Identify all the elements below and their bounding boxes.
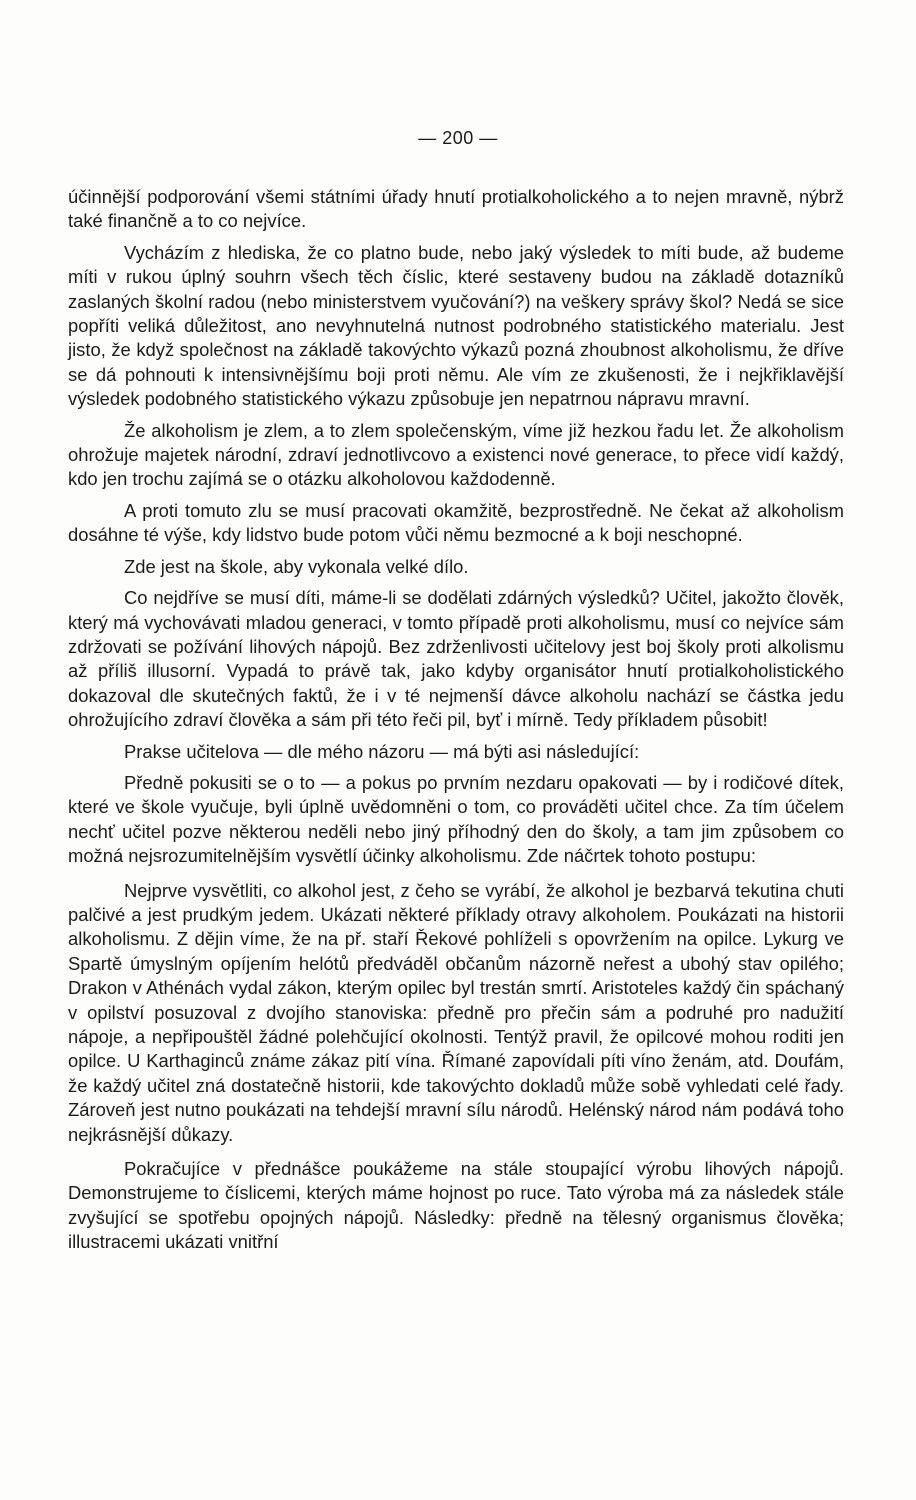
text-body	[68, 185, 844, 1262]
paragraph: Co nejdříve se musí díti, máme-li se dodělati zdárných výsledků? Učitel, jakožto člověk, který má vychovávati mladou generaci, v tomto případě proti alkoholismu, musí co nejvíce sám zdržovati se požívání lihových nápojů. Bez zdrženlivosti učitelovy jest boj školy proti alkolismu až příliš illusorní. Vypadá to právě tak, jako kdyby organisátor hnutí protialkoholistického dokazoval dle skutečných faktů, že i v té nejmenší dávce alkoholu nachází se částka jedu ohrožujícího zdraví člověka a sám při této řeči pil, byť i mírně. Tedy příkladem působit!	[68, 587, 844, 731]
paragraph: Prakse učitelova — dle mého názoru — má býti asi následující:	[124, 740, 640, 762]
paragraph: Pokračujíce v přednášce poukážeme na stále stoupající výrobu lihových nápojů. Demonstrujeme to číslicemi, kterých máme hojnost po ruce. Tato výroba má za následek stále zvyšující se spotřebu opojných nápojů. Následky: předně na tělesný organismus člověka; illustracemi ukázati vnitřní	[68, 1158, 844, 1253]
paragraph: Nejprve vysvětliti, co alkohol jest, z čeho se vyrábí, že alkohol je bezbarvá tekutina chuti palčivé a jest prudkým jedem. Ukázati některé příklady otravy alkoholem. Poukázati na historii alkoholismu. Z dějin víme, že na př. staří Řekové pohlíželi s opovržením na opilce. Lykurg ve Spartě úmyslným opíjením helótů předváděl občanům názorně neřest a ubohý stav opilého; Drakon v Athénách vydal zákon, kterým opilec byl trestán smrtí. Aristoteles každý čin spáchaný v opilství posuzoval z dvojího stanoviska: předně pro přečin sám a podruhé pro nadužití nápoje, a nepřipouštěl žádné polehčující okolnosti. Tentýž pravil, že opilcové mohou roditi jen opilce. U Karthaginců známe zákaz pití vína. Římané zapovídali píti víno ženám, atd. Doufám, že každý učitel zná dostatečně historii, kde takovýchto dokladů může sobě vyhledati celé řady. Zároveň jest nutno poukázati na tehdejší mravní sílu národů. Helénský národ nám podává toho nejkrásnější důkazy.	[68, 879, 844, 1145]
paragraph: Zde jest na škole, aby vykonala velké dílo.	[124, 555, 469, 577]
paragraph: Předně pokusiti se o to — a pokus po prvním nezdaru opakovati — by i rodičové dítek, které ve škole vyučuje, byli úplně uvědomněni o tom, co prováděti učitel chce. Za tím účelem nechť učitel pozve některou neděli nebo jiný příhodný den do školy, a tam jim způsobem co možná nejsrozumitelnějším vysvětlí účinky alkoholismu. Zde náčrtek tohoto postupu:	[68, 771, 844, 867]
paragraph: Vycházím z hlediska, že co platno bude, nebo jaký výsledek to míti bude, až budeme míti v rukou úplný souhrn všech těch číslic, které sestaveny budou na základě dotazníků zaslaných školní radou (nebo ministerstvem vyučování?) na veškery správy škol? Nedá se sice popříti veliká důležitost, ano nevyhnutelná nutnost podrobného statistického materialu. Jest jisto, že když společnost na základě takovýchto výkazů pozná zhoubnost alkoholismu, že dříve se dá pohnouti k intensivnějšímu boji proti němu. Ale vím ze zkušenosti, že i nejkřiklavější výsledek podobného statistického výkazu způsobuje jen nepatrnou nápravu mravní.	[68, 241, 844, 410]
page-number: — 200 —	[418, 128, 498, 148]
paragraph: A proti tomuto zlu se musí pracovati okamžitě, bezprostředně. Ne čekat až alkoholism dosáhne té výše, kdy lidstvo bude potom vůči němu bezmocné a k boji neschopné.	[68, 499, 844, 546]
paragraph: Že alkoholism je zlem, a to zlem společenským, víme již hezkou řadu let. Že alkoholism ohrožuje majetek národní, zdraví jednotlivcovo a existenci nové generace, to přece vidí každý, kdo jen trochu zajímá se o otázku alkoholovou každodenně.	[68, 419, 844, 490]
paragraph: účinnější podporování všemi státními úřady hnutí protialkoholického a to nejen mravně, nýbrž také finančně a to co nejvíce.	[68, 186, 844, 232]
